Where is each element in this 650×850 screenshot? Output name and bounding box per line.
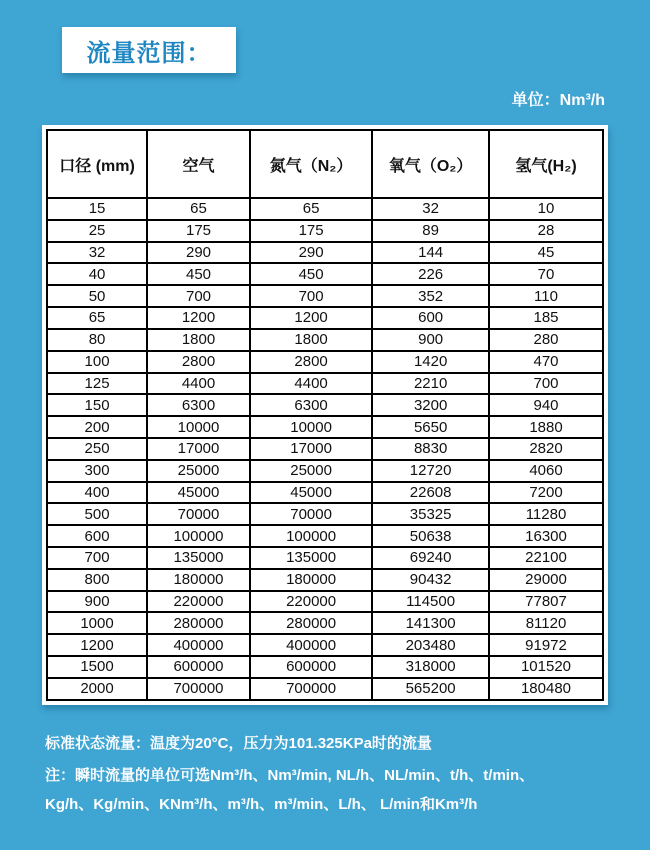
- table-cell: 65: [250, 198, 372, 220]
- table-cell: 400000: [147, 634, 250, 656]
- table-cell: 11280: [489, 503, 603, 525]
- table-cell: 1880: [489, 416, 603, 438]
- table-cell: 226: [372, 263, 489, 285]
- table-cell: 280000: [250, 612, 372, 634]
- table-header: [47, 130, 603, 198]
- note-units-line2: Kg/h、Kg/min、KNm³/h、m³/h、m³/min、L/h、 L/min和Km³/h: [45, 796, 478, 813]
- table-row: [47, 263, 603, 285]
- table-cell: 70000: [250, 503, 372, 525]
- table-cell: 100000: [147, 525, 250, 547]
- table-cell: 45: [489, 242, 603, 264]
- table-cell: 17000: [250, 438, 372, 460]
- table-row: [47, 329, 603, 351]
- table-cell: 135000: [250, 547, 372, 569]
- table-cell: 3200: [372, 394, 489, 416]
- table-cell: 280: [489, 329, 603, 351]
- table-cell: 22100: [489, 547, 603, 569]
- table-cell: 135000: [147, 547, 250, 569]
- table-row: [47, 460, 603, 482]
- flow-range-table: [46, 129, 604, 701]
- table-row: [47, 373, 603, 395]
- table-cell: 6300: [250, 394, 372, 416]
- table-cell: 10000: [250, 416, 372, 438]
- table-cell: 25000: [147, 460, 250, 482]
- table-row: [47, 242, 603, 264]
- table-cell: 5650: [372, 416, 489, 438]
- table-row: [47, 351, 603, 373]
- table-cell: 8830: [372, 438, 489, 460]
- table-cell: 600: [47, 525, 147, 547]
- table-header-row: [47, 130, 603, 198]
- table-cell: 1800: [250, 329, 372, 351]
- table-row: [47, 569, 603, 591]
- column-header: 氮气（N₂）: [250, 130, 372, 198]
- table-cell: 400: [47, 482, 147, 504]
- table-cell: 200: [47, 416, 147, 438]
- table-row: [47, 394, 603, 416]
- table-row: [47, 612, 603, 634]
- table-row: [47, 307, 603, 329]
- note-standard-state: 标准状态流量：温度为20°C，压力为101.325KPa时的流量: [45, 735, 432, 752]
- table-cell: 600: [372, 307, 489, 329]
- table-cell: 450: [147, 263, 250, 285]
- column-header: 口径 (mm): [47, 130, 147, 198]
- table-cell: 77807: [489, 591, 603, 613]
- table-cell: 100000: [250, 525, 372, 547]
- table-cell: 17000: [147, 438, 250, 460]
- table-cell: 180000: [147, 569, 250, 591]
- table-cell: 1500: [47, 656, 147, 678]
- table-cell: 12720: [372, 460, 489, 482]
- table-cell: 565200: [372, 678, 489, 700]
- table-cell: 700000: [147, 678, 250, 700]
- table-cell: 15: [47, 198, 147, 220]
- table-cell: 900: [47, 591, 147, 613]
- table-cell: 700000: [250, 678, 372, 700]
- table-cell: 700: [47, 547, 147, 569]
- table-row: [47, 525, 603, 547]
- table-cell: 114500: [372, 591, 489, 613]
- table-cell: 470: [489, 351, 603, 373]
- table-cell: 4060: [489, 460, 603, 482]
- table-cell: 150: [47, 394, 147, 416]
- table-cell: 32: [372, 198, 489, 220]
- table-cell: 101520: [489, 656, 603, 678]
- table-cell: 600000: [250, 656, 372, 678]
- table-cell: 2820: [489, 438, 603, 460]
- table-cell: 10: [489, 198, 603, 220]
- table-cell: 125: [47, 373, 147, 395]
- table-cell: 89: [372, 220, 489, 242]
- table-cell: 7200: [489, 482, 603, 504]
- table-cell: 1200: [250, 307, 372, 329]
- table-cell: 280000: [147, 612, 250, 634]
- table-cell: 40: [47, 263, 147, 285]
- column-header: 氧气（O₂）: [372, 130, 489, 198]
- table-cell: 90432: [372, 569, 489, 591]
- table-cell: 400000: [250, 634, 372, 656]
- table-row: [47, 591, 603, 613]
- table-cell: 35325: [372, 503, 489, 525]
- table-cell: 25: [47, 220, 147, 242]
- table-cell: 69240: [372, 547, 489, 569]
- table-cell: 70000: [147, 503, 250, 525]
- table-cell: 1000: [47, 612, 147, 634]
- table-cell: 900: [372, 329, 489, 351]
- table-cell: 2800: [147, 351, 250, 373]
- table-cell: 940: [489, 394, 603, 416]
- table-cell: 10000: [147, 416, 250, 438]
- table-row: [47, 198, 603, 220]
- column-header: 空气: [147, 130, 250, 198]
- table-cell: 185: [489, 307, 603, 329]
- table-cell: 1800: [147, 329, 250, 351]
- table-cell: 16300: [489, 525, 603, 547]
- table-container: [42, 125, 608, 705]
- table-row: [47, 438, 603, 460]
- unit-label: 单位：Nm³/h: [511, 92, 605, 109]
- table-cell: 29000: [489, 569, 603, 591]
- table-row: [47, 285, 603, 307]
- table-cell: 203480: [372, 634, 489, 656]
- table-row: [47, 503, 603, 525]
- table-cell: 220000: [147, 591, 250, 613]
- table-cell: 500: [47, 503, 147, 525]
- table-cell: 50: [47, 285, 147, 307]
- table-cell: 4400: [147, 373, 250, 395]
- table-cell: 600000: [147, 656, 250, 678]
- table-cell: 1200: [47, 634, 147, 656]
- table-row: [47, 482, 603, 504]
- table-cell: 45000: [250, 482, 372, 504]
- table-cell: 700: [250, 285, 372, 307]
- table-cell: 352: [372, 285, 489, 307]
- table-cell: 2800: [250, 351, 372, 373]
- table-cell: 91972: [489, 634, 603, 656]
- table-row: [47, 634, 603, 656]
- column-header: 氢气(H₂): [489, 130, 603, 198]
- table-cell: 700: [147, 285, 250, 307]
- table-body: [47, 198, 603, 700]
- table-cell: 65: [47, 307, 147, 329]
- table-cell: 290: [250, 242, 372, 264]
- table-cell: 175: [147, 220, 250, 242]
- page-title-box: [62, 27, 236, 73]
- table-cell: 1200: [147, 307, 250, 329]
- table-row: [47, 547, 603, 569]
- table-cell: 70: [489, 263, 603, 285]
- table-cell: 81120: [489, 612, 603, 634]
- table-cell: 25000: [250, 460, 372, 482]
- table-cell: 318000: [372, 656, 489, 678]
- table-cell: 141300: [372, 612, 489, 634]
- table-cell: 45000: [147, 482, 250, 504]
- table-cell: 2210: [372, 373, 489, 395]
- table-cell: 220000: [250, 591, 372, 613]
- table-cell: 110: [489, 285, 603, 307]
- table-cell: 290: [147, 242, 250, 264]
- table-row: [47, 656, 603, 678]
- table-cell: 28: [489, 220, 603, 242]
- table-cell: 1420: [372, 351, 489, 373]
- note-units-line1: 注：瞬时流量的单位可选Nm³/h、Nm³/min, NL/h、NL/min、t/h、t/min、: [45, 767, 535, 784]
- table-cell: 50638: [372, 525, 489, 547]
- table-cell: 144: [372, 242, 489, 264]
- table-cell: 2000: [47, 678, 147, 700]
- table-cell: 32: [47, 242, 147, 264]
- table-cell: 100: [47, 351, 147, 373]
- table-cell: 175: [250, 220, 372, 242]
- table-cell: 250: [47, 438, 147, 460]
- table-cell: 700: [489, 373, 603, 395]
- table-cell: 300: [47, 460, 147, 482]
- table-cell: 65: [147, 198, 250, 220]
- table-row: [47, 220, 603, 242]
- table-cell: 450: [250, 263, 372, 285]
- notes: [45, 729, 620, 819]
- table-row: [47, 678, 603, 700]
- table-cell: 6300: [147, 394, 250, 416]
- page-title: 流量范围：: [86, 39, 212, 67]
- table-cell: 4400: [250, 373, 372, 395]
- table-cell: 80: [47, 329, 147, 351]
- table-cell: 180480: [489, 678, 603, 700]
- table-row: [47, 416, 603, 438]
- table-cell: 800: [47, 569, 147, 591]
- table-cell: 22608: [372, 482, 489, 504]
- table-cell: 180000: [250, 569, 372, 591]
